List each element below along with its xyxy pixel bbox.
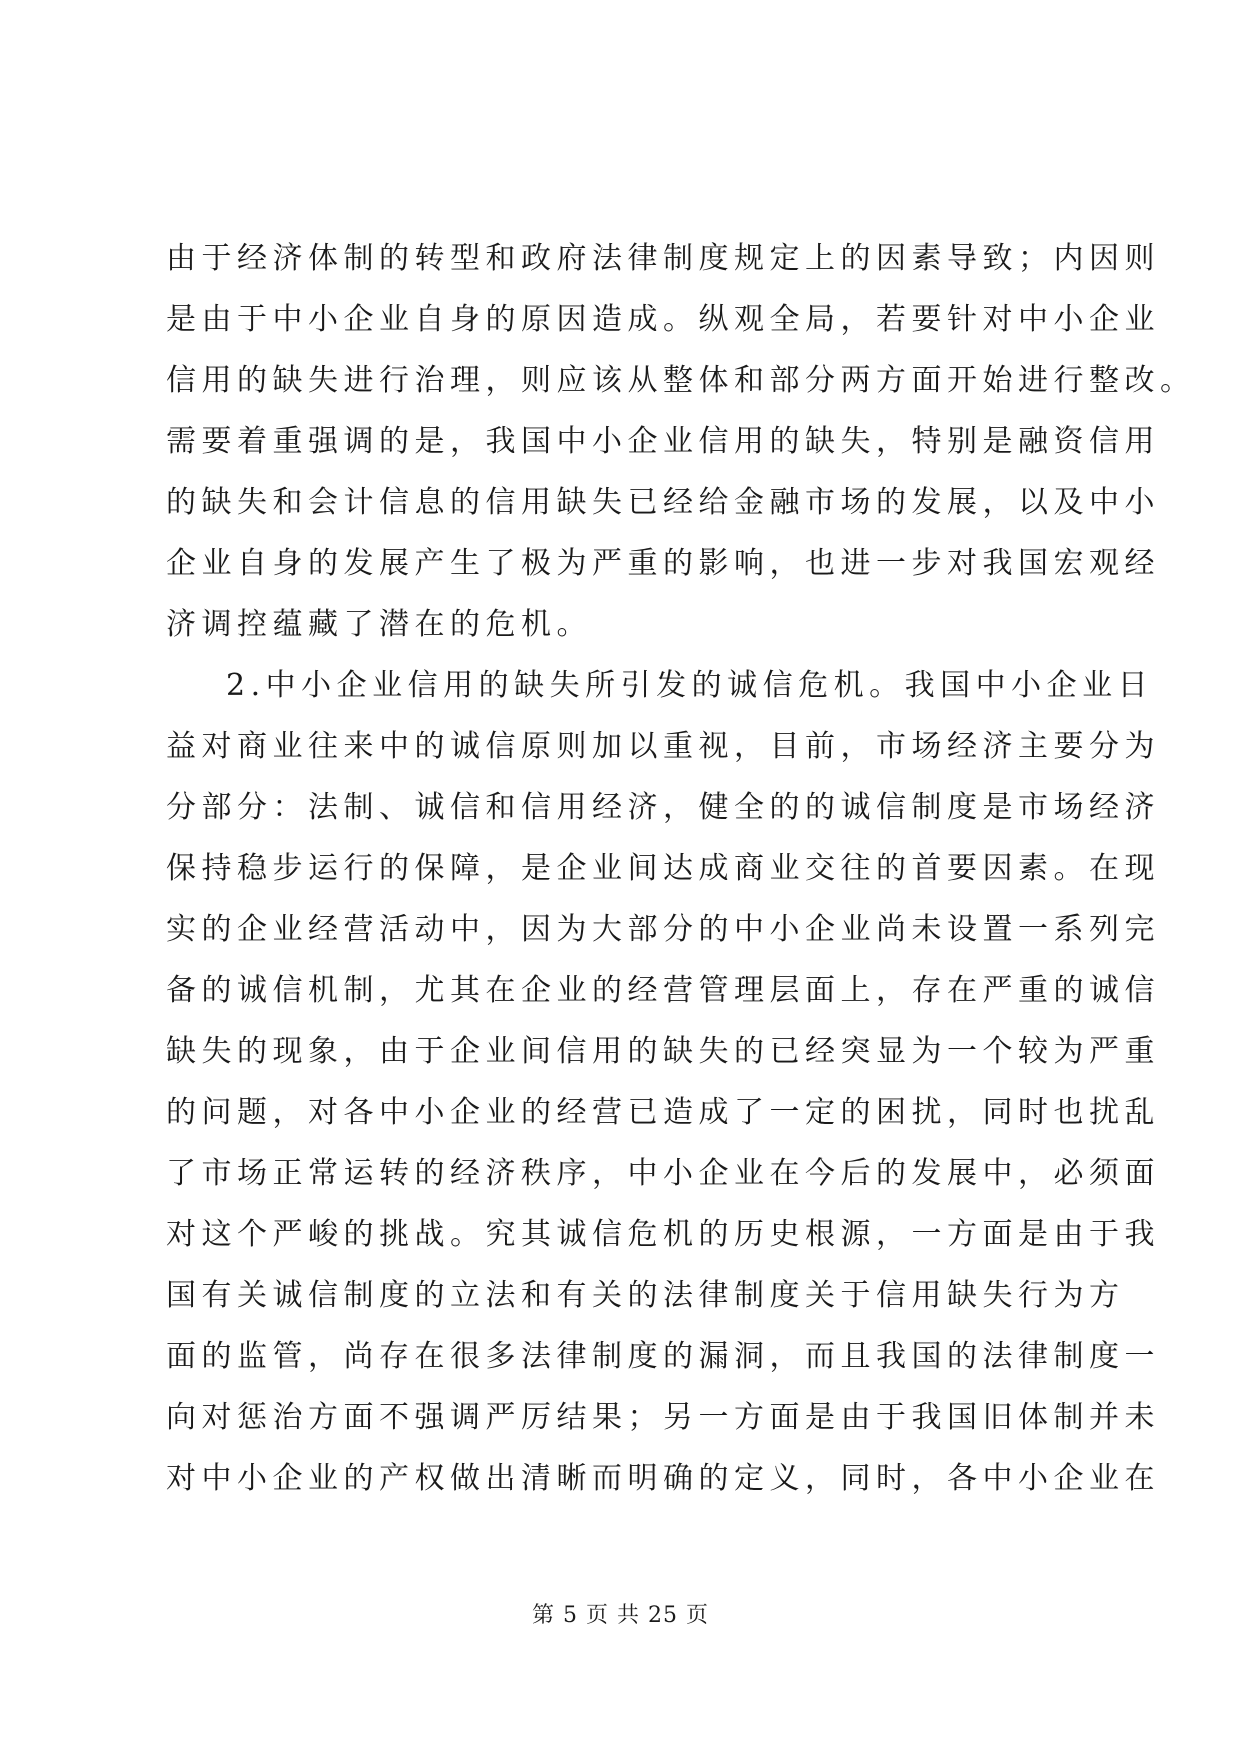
text-line: 面的监管，尚存在很多法律制度的漏洞，而且我国的法律制度一 — [166, 1339, 1160, 1374]
text-line: 国有关诚信制度的立法和有关的法律制度关于信用缺失行为方 — [166, 1278, 1125, 1313]
text-line: 是由于中小企业自身的原因造成。纵观全局，若要针对中小企业 — [166, 302, 1160, 337]
text-line: 益对商业往来中的诚信原则加以重视，目前，市场经济主要分为 — [166, 729, 1160, 764]
text-line: 实的企业经营活动中，因为大部分的中小企业尚未设置一系列完 — [166, 912, 1160, 947]
text-line: 信用的缺失进行治理，则应该从整体和部分两方面开始进行整改。 — [166, 363, 1196, 398]
text-line: 备的诚信机制，尤其在企业的经营管理层面上，存在严重的诚信 — [166, 973, 1160, 1008]
text-line: 的问题，对各中小企业的经营已造成了一定的困扰，同时也扰乱 — [166, 1095, 1160, 1130]
text-line: 企业自身的发展产生了极为严重的影响，也进一步对我国宏观经 — [166, 546, 1160, 581]
text-line: 由于经济体制的转型和政府法律制度规定上的因素导致；内因则 — [166, 241, 1160, 276]
text-line: 分部分：法制、诚信和信用经济，健全的的诚信制度是市场经济 — [166, 790, 1160, 825]
text-line: 的缺失和会计信息的信用缺失已经给金融市场的发展，以及中小 — [166, 485, 1160, 520]
paragraph-start-line: 2.中小企业信用的缺失所引发的诚信危机。我国中小企业日 — [226, 668, 1154, 703]
text-line: 向对惩治方面不强调严厉结果；另一方面是由于我国旧体制并未 — [166, 1400, 1160, 1435]
text-line: 了市场正常运转的经济秩序，中小企业在今后的发展中，必须面 — [166, 1156, 1160, 1191]
text-line: 对这个严峻的挑战。究其诚信危机的历史根源，一方面是由于我 — [166, 1217, 1160, 1252]
text-line: 缺失的现象，由于企业间信用的缺失的已经突显为一个较为严重 — [166, 1034, 1160, 1069]
text-line: 需要着重强调的是，我国中小企业信用的缺失，特别是融资信用 — [166, 424, 1160, 459]
body-text — [166, 228, 1196, 1509]
text-line: 对中小企业的产权做出清晰而明确的定义，同时，各中小企业在 — [166, 1461, 1160, 1496]
text-line: 济调控蕴藏了潜在的危机。 — [166, 607, 592, 642]
text-line: 保持稳步运行的保障，是企业间达成商业交往的首要因素。在现 — [166, 851, 1160, 886]
page-number-footer: 第 5 页 共 25 页 — [532, 1603, 709, 1628]
